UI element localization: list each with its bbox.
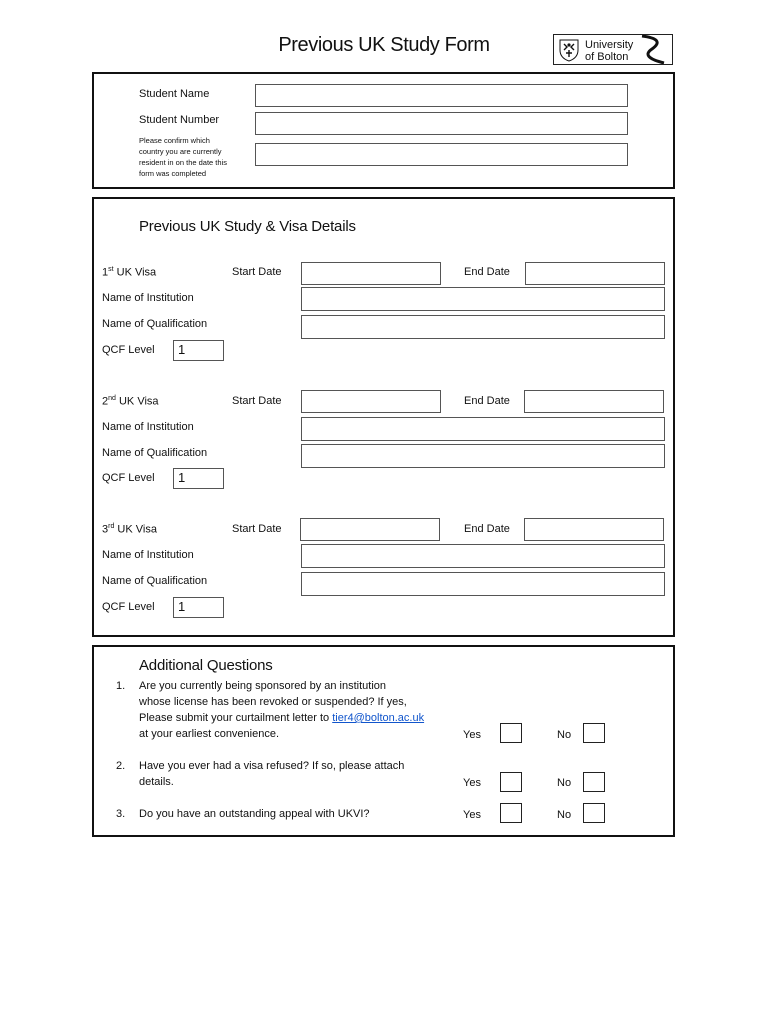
question-3-text — [139, 806, 370, 822]
question-3-yes-checkbox[interactable] — [500, 803, 522, 823]
visa-2-end-date-field[interactable] — [524, 390, 664, 413]
residence-label — [139, 135, 227, 179]
visa-1-qcf-label: QCF Level — [102, 344, 155, 356]
visa-2-label — [102, 395, 159, 408]
visa-3-institution-field[interactable] — [301, 544, 665, 568]
residence-label-line: form was completed — [139, 169, 207, 178]
question-1-yes-checkbox[interactable] — [500, 723, 522, 743]
student-number-field[interactable] — [255, 112, 628, 135]
yes-label: Yes — [463, 729, 481, 741]
question-line: details. — [139, 776, 174, 788]
no-label: No — [557, 777, 572, 789]
visa-ordinal: 3 — [102, 523, 109, 536]
logo-text-line1: University — [585, 39, 634, 51]
visa-2-qcf-label: QCF Level — [102, 472, 155, 484]
no-label: No — [557, 729, 572, 741]
visa-3-qcf-label: QCF Level — [102, 601, 155, 613]
visa-2-qcf-field[interactable]: 1 — [173, 468, 224, 489]
visa-3-label — [102, 523, 157, 536]
visa-1-institution-label: Name of Institution — [102, 292, 194, 304]
visa-2-qualification-field[interactable] — [301, 444, 665, 468]
visa-1-start-label: Start Date — [232, 266, 282, 278]
question-line-with-email — [139, 710, 424, 726]
yes-label: Yes — [463, 809, 481, 821]
visa-1-qualification-label: Name of Qualification — [102, 318, 208, 330]
question-3-no-checkbox[interactable] — [583, 803, 605, 823]
crest-icon — [558, 38, 580, 62]
residence-label-line: resident in on the date this — [139, 158, 227, 167]
visa-2-institution-label: Name of Institution — [102, 421, 194, 433]
student-name-label: Student Name — [139, 88, 210, 100]
visa-3-institution-label: Name of Institution — [102, 549, 194, 561]
visa-section-heading: Previous UK Study & Visa Details — [139, 218, 356, 235]
question-number: 2. — [116, 760, 126, 772]
yes-label: Yes — [463, 777, 481, 789]
question-line: at your earliest convenience. — [139, 728, 280, 740]
residence-label-line: Please confirm which — [139, 136, 210, 145]
no-label: No — [557, 809, 572, 821]
visa-2-qualification-label: Name of Qualification — [102, 447, 208, 459]
visa-1-start-date-field[interactable] — [301, 262, 441, 285]
student-number-label: Student Number — [139, 114, 220, 126]
visa-1-institution-field[interactable] — [301, 287, 665, 311]
visa-3-qualification-field[interactable] — [301, 572, 665, 596]
question-1-text — [139, 678, 424, 742]
visa-1-qualification-field[interactable] — [301, 315, 665, 339]
swoosh-icon — [636, 35, 672, 64]
visa-3-qualification-label: Name of Qualification — [102, 575, 208, 587]
email-link[interactable]: tier4@bolton.ac.uk — [332, 712, 425, 724]
visa-2-start-date-field[interactable] — [301, 390, 441, 413]
visa-2-end-label: End Date — [464, 395, 510, 407]
visa-label-text: UK Visa — [118, 395, 159, 408]
visa-3-end-date-field[interactable] — [524, 518, 664, 541]
visa-1-label — [102, 266, 156, 279]
visa-3-start-label: Start Date — [232, 523, 282, 535]
visa-3-end-label: End Date — [464, 523, 510, 535]
visa-1-end-date-field[interactable] — [525, 262, 665, 285]
question-2-text — [139, 758, 404, 790]
visa-label-text: UK Visa — [116, 266, 157, 279]
visa-ordinal: 2 — [102, 395, 109, 408]
question-line: Please submit your curtailment letter to — [139, 712, 330, 724]
residence-country-field[interactable] — [255, 143, 628, 166]
visa-2-start-label: Start Date — [232, 395, 282, 407]
visa-1-qcf-field[interactable]: 1 — [173, 340, 224, 361]
question-line: Do you have an outstanding appeal with UKVI? — [139, 808, 370, 820]
question-line: Have you ever had a visa refused? If so, please attach — [139, 760, 405, 772]
question-2-no-checkbox[interactable] — [583, 772, 605, 792]
visa-ordinal: 1 — [102, 266, 109, 279]
student-name-field[interactable] — [255, 84, 628, 107]
visa-label-text: UK Visa — [117, 523, 157, 536]
visa-3-start-date-field[interactable] — [300, 518, 440, 541]
visa-ordinal-suffix: rd — [108, 523, 115, 530]
university-logo — [553, 34, 673, 65]
question-1-no-checkbox[interactable] — [583, 723, 605, 743]
page-title: Previous UK Study Form — [278, 34, 490, 56]
question-number: 3. — [116, 808, 126, 820]
visa-2-institution-field[interactable] — [301, 417, 665, 441]
question-line: Are you currently being sponsored by an institution — [139, 680, 387, 692]
question-number: 1. — [116, 680, 126, 692]
logo-text-line2: of Bolton — [585, 51, 629, 63]
question-line: whose license has been revoked or suspended? If yes, — [139, 696, 407, 708]
residence-label-line: country you are currently — [139, 147, 222, 156]
visa-ordinal-suffix: st — [108, 266, 114, 273]
visa-ordinal-suffix: nd — [108, 395, 116, 402]
question-2-yes-checkbox[interactable] — [500, 772, 522, 792]
visa-1-end-label: End Date — [464, 266, 510, 278]
additional-questions-heading: Additional Questions — [139, 657, 273, 674]
visa-3-qcf-field[interactable]: 1 — [173, 597, 224, 618]
